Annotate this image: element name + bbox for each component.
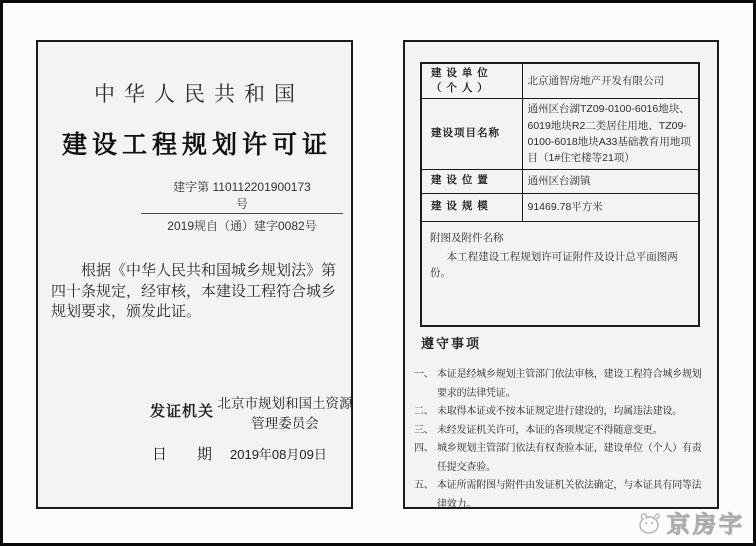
issuer-value: 北京市规划和国土资源管理委员会: [217, 396, 353, 432]
note-text: 本证所需附图与附件由发证机关依法确定，与本证具有同等法律效力。: [437, 480, 702, 510]
certificate-details-page: [403, 40, 719, 509]
issue-date-row: [152, 443, 327, 464]
construction-unit-value: 北京通智房地产开发有限公司: [522, 63, 699, 99]
issue-date-label: 日 期: [152, 446, 213, 463]
construction-unit-label: [421, 63, 522, 99]
project-name-value: 通州区台湖TZ09-0100-6016地块、6019地块R2二类居住用地、TZ09-0100-6018地块A33基础教育用地项目（1#住宅楼等21项）: [522, 99, 699, 169]
table-row-attachments: [421, 221, 699, 326]
certificate-number-block: [141, 178, 343, 234]
table-row-location: [421, 169, 699, 193]
table-row-project-name: [421, 99, 699, 169]
compliance-notes-list: [414, 366, 710, 514]
project-name-label: 建设项目名称: [421, 99, 522, 169]
note-item-2: [414, 403, 710, 422]
attachments-value: 本工程建设工程规划许可证附件及设计总平面图两份。: [430, 250, 678, 280]
note-item-3: [414, 422, 710, 441]
scale-value: 91469.78平方米: [522, 193, 699, 221]
issuance-statement: 根据《中华人民共和国城乡规划法》第四十条规定，经审核，本建设工程符合城乡规划要求，颁发此证。: [51, 262, 337, 321]
scale-label: 建 设 规 模: [421, 193, 522, 221]
note-number: 二、: [414, 406, 434, 417]
note-text: 城乡规划主管部门依法有权查验本证，建设单位（个人）有责任提交查验。: [437, 443, 702, 473]
note-item-1: [414, 366, 710, 403]
watermark-text: 京房字: [667, 511, 745, 537]
issuer-label: 发证机关: [150, 403, 215, 420]
note-number: 四、: [414, 443, 434, 454]
certificate-title: 建设工程规划许可证: [61, 131, 332, 159]
note-number: 五、: [414, 480, 434, 491]
certificate-number-line2: 号: [141, 195, 343, 214]
note-item-4: [414, 440, 710, 477]
certificate-cover-page: [36, 40, 353, 509]
attachments-label: 附图及附件名称: [430, 231, 504, 244]
issue-date-value: 2019年08月09日: [230, 447, 327, 462]
issuer-row: [150, 394, 353, 435]
attachments-cell: [421, 221, 699, 326]
project-details-table: [420, 62, 700, 327]
note-text: 未取得本证或不按本证规定进行建设的，均属违法建设。: [437, 406, 682, 417]
location-value: 通州区台湖镇: [522, 169, 699, 193]
table-row-scale: [421, 193, 699, 221]
certificate-number-line1: 建字第 110112201900173: [173, 180, 311, 194]
note-item-5: [414, 477, 710, 514]
compliance-notes-title: 遵守事项: [421, 336, 482, 351]
note-number: 三、: [414, 424, 434, 436]
table-row-construction-unit: [421, 63, 699, 99]
note-text: 本证是经城乡规划主管部门依法审核，建设工程符合城乡规划要求的法律凭证。: [437, 369, 702, 399]
certificate-number-secondary: 2019规自（通）建字0082号: [167, 219, 317, 233]
note-number: 一、: [414, 369, 434, 380]
construction-unit-label-line2: （ 个 人 ）: [431, 82, 489, 95]
construction-unit-label-line1: 建 设 单 位: [431, 67, 489, 79]
country-title: 中华人民共和国: [94, 83, 304, 106]
location-label: 建 设 位 置: [421, 169, 522, 193]
note-text: 未经发证机关许可，本证的各项规定不得随意变更。: [437, 424, 663, 436]
